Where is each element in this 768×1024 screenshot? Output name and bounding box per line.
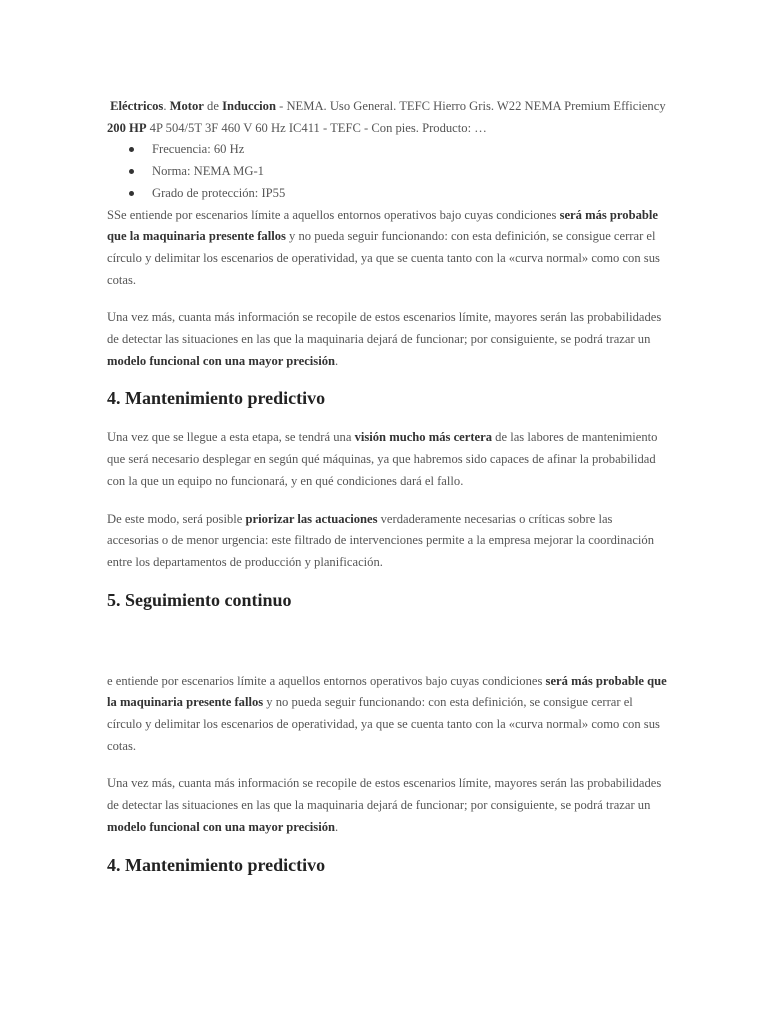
paragraph-priorizar: De este modo, será posible priorizar las actuaciones verdaderamente necesarias o críticas sobre las accesorias o de menor urgencia: este filtrado de intervenciones permite a la empresa mejorar la coordinación entre los departamentos de producción y planificación. xyxy=(107,511,655,569)
document-body xyxy=(107,96,667,877)
intro-bold-electricos: Eléctricos xyxy=(110,99,164,113)
bullet-icon xyxy=(129,169,134,174)
paragraph-escenarios-limite: SSe entiende por escenarios límite a aquellos entornos operativos bajo cuyas condiciones será más probable que la maquinaria presente fallos y no pueda seguir funcionando: con esta definición, se consigue cerrar el círculo y delimitar los escenarios de operatividad, ya que se cuenta tanto con la «curva normal» como con sus cotas. xyxy=(107,207,660,287)
heading-mantenimiento-predictivo: 4. Mantenimiento predictivo xyxy=(107,388,326,409)
spec-item: Norma: NEMA MG-1 xyxy=(152,161,667,183)
paragraph-escenarios-limite-repeat: e entiende por escenarios límite a aquellos entornos operativos bajo cuyas condiciones será más probable que la maquinaria presente fallos y no pueda seguir funcionando: con esta definición, se consigue cerrar el círculo y delimitar los escenarios de operatividad, ya que se cuenta tanto con la «curva normal» como con sus cotas. xyxy=(107,673,667,753)
intro-bold-motor: Motor xyxy=(169,99,204,113)
bullet-icon xyxy=(129,147,134,152)
heading-mantenimiento-predictivo-repeat: 4. Mantenimiento predictivo xyxy=(107,854,326,875)
intro-bold-200hp: 200 HP xyxy=(107,120,147,135)
intro-bold-induccion: Induccion xyxy=(222,99,276,113)
spec-item: Frecuencia: 60 Hz xyxy=(152,139,667,161)
paragraph-vision: Una vez que se llegue a esta etapa, se tendrá una visión mucho más certera de las labores de mantenimiento que será necesario desplegar en según qué máquinas, ya que habremos sido capaces de afinar la probabilidad con la que un equipo no funcionará, y en qué condiciones dará el fallo. xyxy=(107,430,658,488)
paragraph-informacion-repeat: Una vez más, cuanta más información se recopile de estos escenarios límite, mayores serán las probabilidades de detectar las situaciones en las que la maquinaria dejará de funcionar; por consiguiente, se podrá trazar un modelo funcional con una mayor precisión. xyxy=(107,776,662,834)
paragraph-informacion: Una vez más, cuanta más información se recopile de estos escenarios límite, mayores serán las probabilidades de detectar las situaciones en las que la maquinaria dejará de funcionar; por consiguiente, se podrá trazar un modelo funcional con una mayor precisión. xyxy=(107,310,662,368)
intro-paragraph: Eléctricos. Motor de Induccion - NEMA. Uso General. TEFC Hierro Gris. W22 NEMA Premium Efficiency 200 HP 4P 504/5T 3F 460 V 60 Hz IC411 - TEFC - Con pies. Producto: … xyxy=(107,99,666,135)
bullet-icon xyxy=(129,191,134,196)
spec-item: Grado de protección: IP55 xyxy=(152,183,667,205)
heading-seguimiento-continuo: 5. Seguimiento continuo xyxy=(107,589,292,610)
spec-list xyxy=(127,139,667,204)
